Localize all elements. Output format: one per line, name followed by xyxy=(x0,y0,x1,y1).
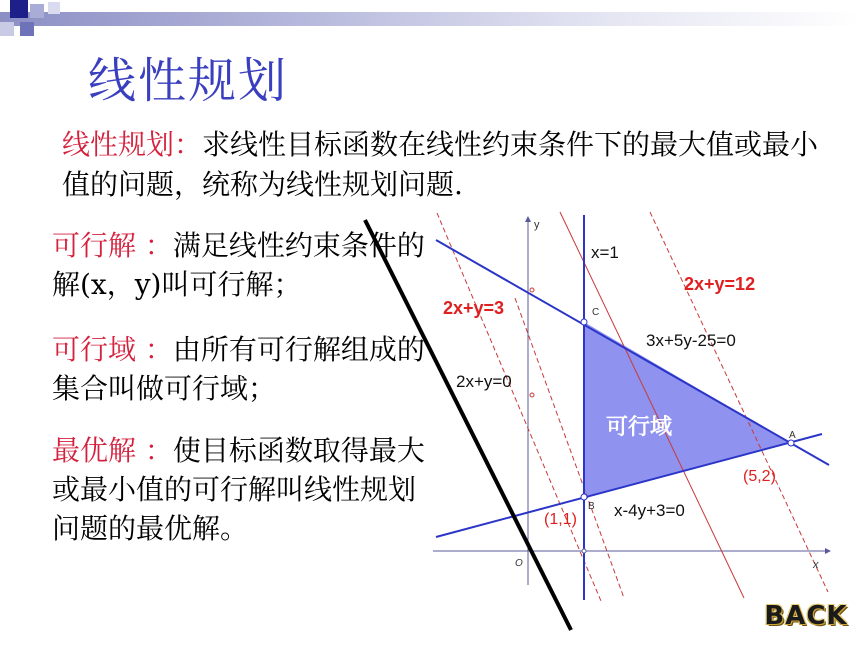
term-text: 使目标函数取得最大或最小值的可行解叫线性规划问题的最优解。 xyxy=(52,434,425,545)
definition-text: 求线性目标函数在线性约束条件下的最大值或最小值的问题，统称为线性规划问题. xyxy=(62,128,819,201)
term-label: 最优解 ： xyxy=(52,434,173,467)
back-button[interactable]: BACK xyxy=(764,601,848,631)
feasible-region-label: 可行域 xyxy=(606,415,673,440)
term-label: 可行解 ： xyxy=(52,229,173,262)
page-title: 线性规划 xyxy=(88,53,289,109)
term-label: 可行域 ： xyxy=(52,333,173,366)
point-c-label: C xyxy=(592,307,600,318)
y-axis-arrow xyxy=(525,216,531,222)
label-2x-y-3: 2x+y=3 xyxy=(443,298,505,318)
point-a-coord: (5,2) xyxy=(743,468,776,485)
label-x-4y: x-4y+3=0 xyxy=(614,501,685,520)
origin-label: O xyxy=(515,558,523,569)
point-b-marker xyxy=(581,494,587,500)
label-2x-y-12: 2x+y=12 xyxy=(684,274,756,294)
thick-objective-line xyxy=(365,220,571,630)
label-2x-y-0: 2x+y=0 xyxy=(456,372,512,391)
point-b-coord: (1,1) xyxy=(544,511,577,528)
term-text: 满足线性约束条件的解(x，y)叫可行解； xyxy=(52,229,425,301)
point-a-label: A xyxy=(789,430,796,441)
y-axis-label: y xyxy=(534,219,540,231)
x-axis-label: x xyxy=(813,559,819,571)
point-b-label: B xyxy=(588,501,595,512)
point-c-marker xyxy=(581,319,587,325)
x-axis-arrow xyxy=(825,548,831,554)
tick-marker xyxy=(582,549,586,553)
tick-marker xyxy=(530,288,534,292)
definition-term: 线性规划： xyxy=(62,128,203,161)
tick-marker xyxy=(530,393,534,397)
term-text: 由所有可行解组成的集合叫做可行域； xyxy=(52,333,425,405)
label-3x-5y: 3x+5y-25=0 xyxy=(646,331,736,350)
label-x-eq-1: x=1 xyxy=(591,243,619,262)
objective-line-2x-y-3 xyxy=(437,213,601,601)
